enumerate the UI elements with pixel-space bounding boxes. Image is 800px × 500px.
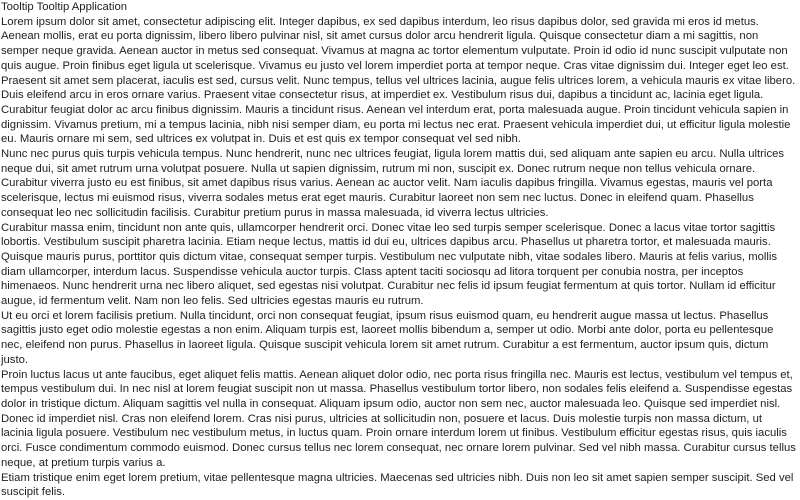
paragraph-2: Duis eleifend arcu in eros ornare varius. Praesent vitae consectetur risus, at imperdiet ex. Vestibulum risus dui, dapibus a tincidunt ac, lacinia eget ligula. Curabitur feugiat dolor ac arcu finibus dignissim. Mauris a tincidunt risus. Aenean vel interdum erat, porta malesuada augue. Proin tincidunt vehicula sapien in dignissim. Vivamus pretium, mi a tempus lacinia, nibh nisi semper diam, eu porta mi lectus nec erat. Praesent vehicula imperdiet dui, ut efficitur ligula molestie eu. Mauris ornare mi sem, sed ultrices ex volutpat in. Duis et est quis ex tempor consequat vel sed nibh. <box>1 89 791 146</box>
paragraph-5: Ut eu orci et lorem facilisis pretium. Nulla tincidunt, orci non consequat feugiat, ipsum risus euismod quam, eu hendrerit augue massa ut lectus. Phasellus sagittis justo eget odio molestie egestas a non enim. Aliquam turpis est, laoreet mollis bibendum a, semper ut odio. Morbi ante dolor, porta eu pellentesque nec, eleifend non purus. Phasellus in laoreet ligula. Quisque suscipit vehicula lorem sit amet rutrum. Curabitur a est fermentum, auctor ipsum quis, dictum justo. <box>1 309 774 366</box>
paragraph-7: Donec id imperdiet nisl. Cras non eleifend lorem. Cras nisi purus, ultricies at sollicitudin non, posuere et lacus. Duis molestie turpis non massa dictum, ut lacinia ligula posuere. Vestibulum nec vestibulum metus, in luctus quam. Proin ornare interdum lorem ut finibus. Vestibulum efficitur egestas risus, quis iaculis orci. Fusce condimentum commodo euismod. Donec cursus tellus nec lorem consequat, nec ornare lorem pulvinar. Sed vel nibh massa. Curabitur cursus tellus neque, at pretium turpis varius a. <box>1 412 796 469</box>
page-title: Tooltip Tooltip Application <box>1 1 128 13</box>
paragraph-1: Lorem ipsum dolor sit amet, consectetur adipiscing elit. Integer dapibus, ex sed dapibus interdum, leo risus dapibus dolor, sed gravida mi eros id metus. Aenean mollis, erat eu porta dignissim, libero libero pulvinar nisl, sit amet cursus dolor arcu hendrerit ligula. Quisque consectetur diam a mi sagittis, non semper neque gravida. Aenean auctor in metus sed consequat. Vivamus at magna ac tortor elementum vulputate. Proin id odio id nunc suscipit vulputate non quis augue. Proin finibus eget ligula ut scelerisque. Vivamus eu justo vel lorem imperdiet porta at tempor neque. Cras vitae dignissim dui. Integer eget leo est. Praesent sit amet sem placerat, iaculis est sed, cursus velit. Nunc tempus, tellus vel ultrices lacinia, augue felis ultrices lorem, a vehicula mauris ex vitae libero. <box>1 15 796 87</box>
paragraph-6: Proin luctus lacus ut ante faucibus, eget aliquet felis mattis. Aenean aliquet dolor odio, nec porta risus fringilla nec. Mauris est lectus, vestibulum vel tempus et, tempus vestibulum dui. In nec nisl at lorem feugiat suscipit non ut massa. Phasellus vestibulum tortor libero, non sodales felis eleifend a. Suspendisse egestas dolor in tristique dictum. Aliquam sagittis vel nulla in consequat. Aliquam ipsum odio, auctor non sem nec, auctor malesuada leo. Quisque sed imperdiet nisl. <box>1 368 793 410</box>
paragraph-3: Nunc nec purus quis turpis vehicula tempus. Nunc hendrerit, nunc nec ultrices feugiat, ligula lorem mattis dui, sed aliquam ante sapien eu arcu. Nulla ultrices neque dui, sit amet rutrum urna volutpat posuere. Nulla ut sapien dignissim, rutrum mi non, suscipit ex. Donec rutrum neque non tellus vehicula ornare. Curabitur viverra justo eu est finibus, sit amet dapibus risus varius. Aenean ac auctor velit. Nam iaculis dapibus fringilla. Vivamus egestas, mauris vel porta scelerisque, lectus mi euismod risus, viverra sodales metus erat eget mauris. Curabitur laoreet non sem nec luctus. Donec in eleifend quam. Phasellus consequat leo nec sollicitudin facilisis. Curabitur pretium purus in massa malesuada, id viverra lectus ultricies. <box>1 148 785 219</box>
paragraph-8: Etiam tristique enim eget lorem pretium, vitae pellentesque magna ultricies. Maecenas sed ultricies nibh. Duis non leo sit amet sapien semper suscipit. Sed vel suscipit felis. <box>1 471 794 499</box>
paragraph-4: Curabitur massa enim, tincidunt non ante quis, ullamcorper hendrerit orci. Donec vitae leo sed turpis semper scelerisque. Donec a lacus vitae tortor sagittis lobortis. Vestibulum suscipit pharetra lacinia. Etiam neque lectus, mattis id dui eu, ultrices dapibus arcu. Phasellus ut pharetra tortor, et malesuada mauris. Quisque mauris purus, porttitor quis dictum vitae, consequat semper turpis. Vestibulum nec vulputate nibh, vitae sodales libero. Mauris at felis varius, mollis diam ullamcorper, interdum lacus. Suspendisse vehicula auctor turpis. Class aptent taciti sociosqu ad litora torquent per conubia nostra, per inceptos himenaeos. Nunc hendrerit urna nec libero aliquet, sed egestas nisi volutpat. Curabitur nec felis id ipsum feugiat fermentum at quis tortor. Nullam id efficitur augue, id fermentum velit. Nam non leo felis. Sed ultricies egestas mauris eu rutrum. <box>1 221 778 308</box>
